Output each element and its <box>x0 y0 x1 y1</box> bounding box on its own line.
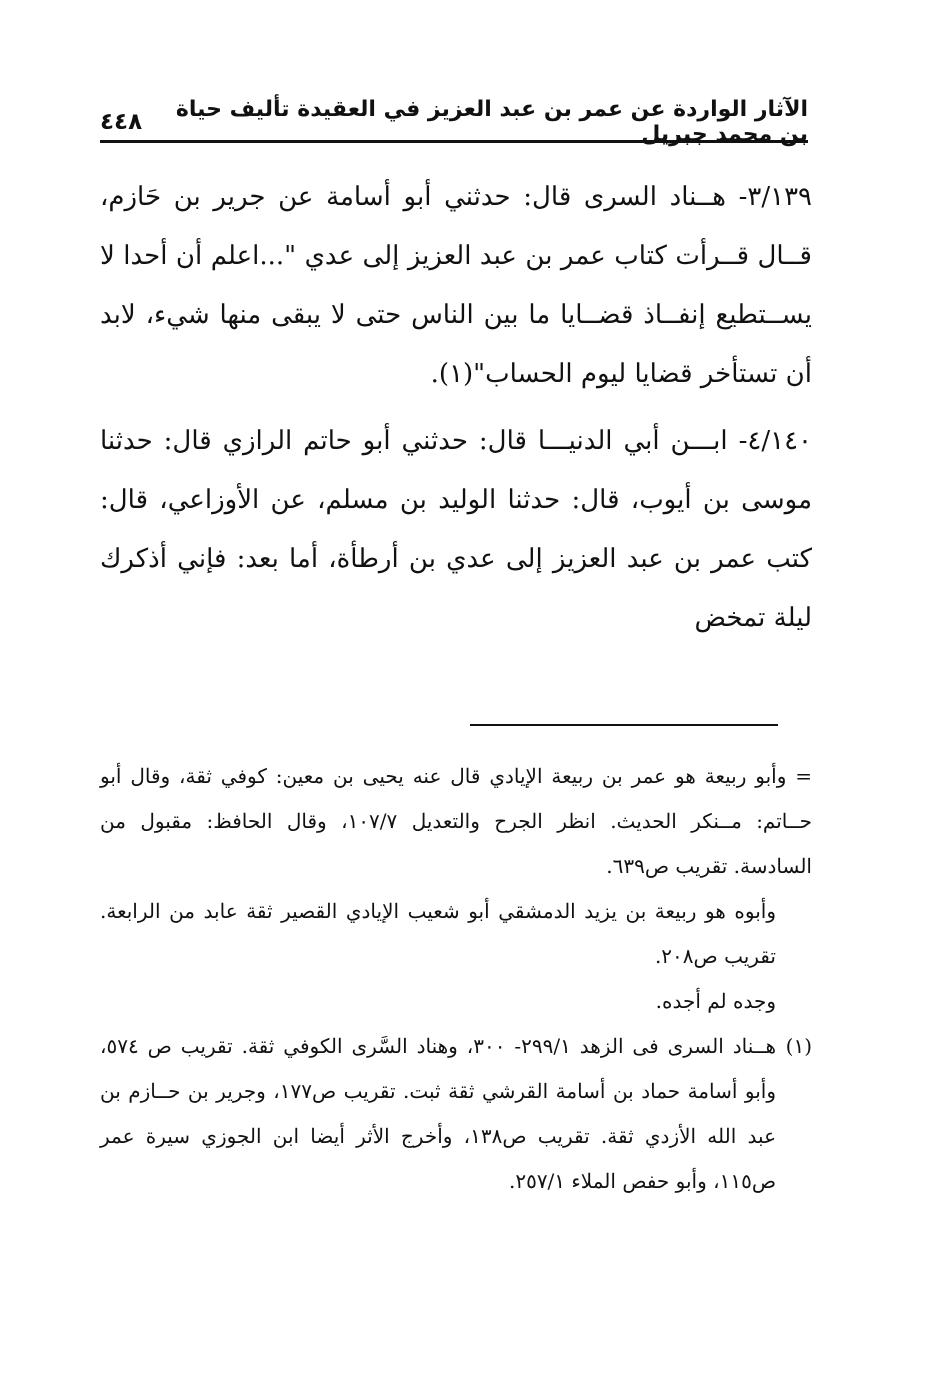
paragraph-140: ٤/١٤٠- ابـــن أبي الدنيـــا قال: حدثني أبو حاتم الرازي قال: حدثنا موسى بن أيوب، قال: حدثنا الوليد بن مسلم، عن الأوزاعي، قال: كتب عمر بن عبد العزيز إلى عدي بن أرطأة، أما بعد: فإني أذكرك ليلة تمخض <box>100 426 812 633</box>
footnote-text: هــناد السرى فى الزهد ٢٩٩/١- ٣٠٠، وهناد السَّرى الكوفي ثقة. تقريب ص ٥٧٤، وأبو أسامة حماد بن أسامة القرشي ثقة ثبت. تقريب ص١٧٧، وجرير بن حــازم بن عبد الله الأزدي ثقة. تقريب ص١٣٨، وأخرج الأثر أيضا ابن الجوزي سيرة عمر ص١١٥، وأبو حفص الملاء ٢٥٧/١. <box>100 1034 777 1193</box>
footnote-marker: (١) <box>785 1034 812 1058</box>
main-text <box>100 168 812 656</box>
footnote-continuation: وجده لم أجده. <box>655 989 776 1013</box>
footnote-1 <box>100 1024 812 1204</box>
paragraph-139: ٣/١٣٩- هــناد السرى قال: حدثني أبو أسامة عن جرير بن حَازم، قــال قــرأت كتاب عمر بن عبد العزيز إلى عدي "...اعلم أن أحدا لا يســتطيع إنفــاذ قضــايا ما بين الناس حتى لا يبقى منها شيء، لابد أن تستأخر قضايا ليوم الحساب"(١). <box>100 182 812 389</box>
footnotes <box>100 754 812 1204</box>
header-title: الآثار الواردة عن عمر بن عبد العزيز في العقيدة تأليف حياة بن محمد جبريل <box>175 97 808 147</box>
running-header <box>100 97 808 147</box>
footnote-continuation: = وأبو ربيعة هو عمر بن ربيعة الإيادي قال عنه يحيى بن معين: كوفي ثقة، وقال أبو حــاتم: مــنكر الحديث. انظر الجرح والتعديل ١٠٧/٧، وقال الحافظ: مقبول من السادسة. تقريب ص٦٣٩. <box>100 764 812 878</box>
page-number: ٤٤٨ <box>100 109 143 135</box>
footnote-separator <box>470 724 778 726</box>
footnote-continuation: وأبوه هو ربيعة بن يزيد الدمشقي أبو شعيب الإيادي القصير ثقة عابد من الرابعة. تقريب ص٢٠٨. <box>100 899 776 968</box>
